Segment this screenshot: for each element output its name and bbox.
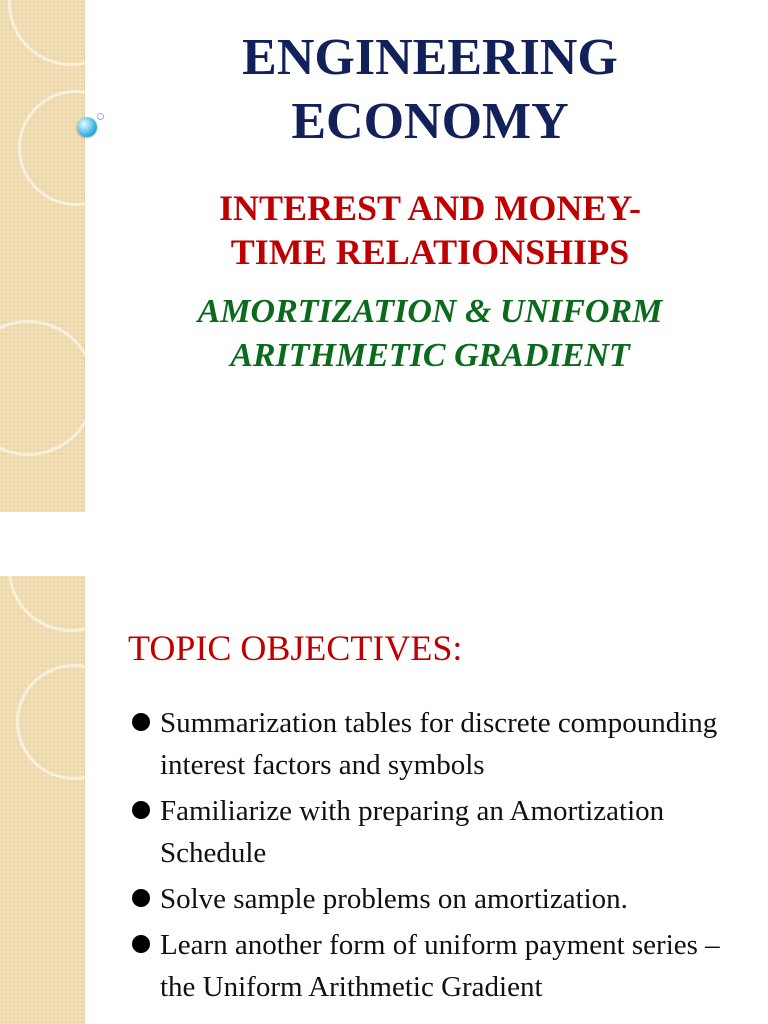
- objective-text: Solve sample problems on amortization.: [160, 883, 628, 915]
- objective-text: Learn another form of uniform payment series – the Uniform Arithmetic Gradient: [160, 929, 720, 1003]
- bullet-icon: [132, 713, 150, 731]
- topic-line-1: AMORTIZATION & UNIFORM: [197, 293, 663, 330]
- blue-orb-icon: [77, 117, 97, 137]
- objective-text: Familiarize with preparing an Amortization Schedule: [160, 795, 665, 869]
- decorative-arc: [16, 664, 132, 780]
- slide-title: [110, 26, 750, 154]
- title-line-2: ECONOMY: [291, 93, 569, 150]
- objectives-slide: [0, 576, 768, 1024]
- list-item: [130, 924, 760, 1008]
- slide-separator: [0, 512, 768, 576]
- objectives-heading: TOPIC OBJECTIVES:: [128, 628, 463, 668]
- decorative-arc: [8, 576, 134, 632]
- bullet-icon: [132, 801, 150, 819]
- small-ring-icon: [97, 113, 104, 120]
- topic-line-2: ARITHMETIC GRADIENT: [230, 337, 630, 374]
- decorative-side-strip: [0, 0, 85, 512]
- decorative-side-strip: [0, 576, 85, 1024]
- list-item: [130, 790, 760, 874]
- objectives-list: [130, 702, 760, 1012]
- objective-text: Summarization tables for discrete compounding interest factors and symbols: [160, 707, 718, 781]
- bullet-icon: [132, 889, 150, 907]
- subtitle-line-2: TIME RELATIONSHIPS: [230, 232, 630, 272]
- slide-topic: [110, 290, 750, 378]
- slide-subtitle: [110, 186, 750, 274]
- list-item: [130, 878, 760, 920]
- decorative-arc: [0, 320, 96, 456]
- title-line-1: ENGINEERING: [242, 29, 618, 86]
- subtitle-line-1: INTEREST AND MONEY-: [218, 188, 642, 228]
- bullet-icon: [132, 935, 150, 953]
- list-item: [130, 702, 760, 786]
